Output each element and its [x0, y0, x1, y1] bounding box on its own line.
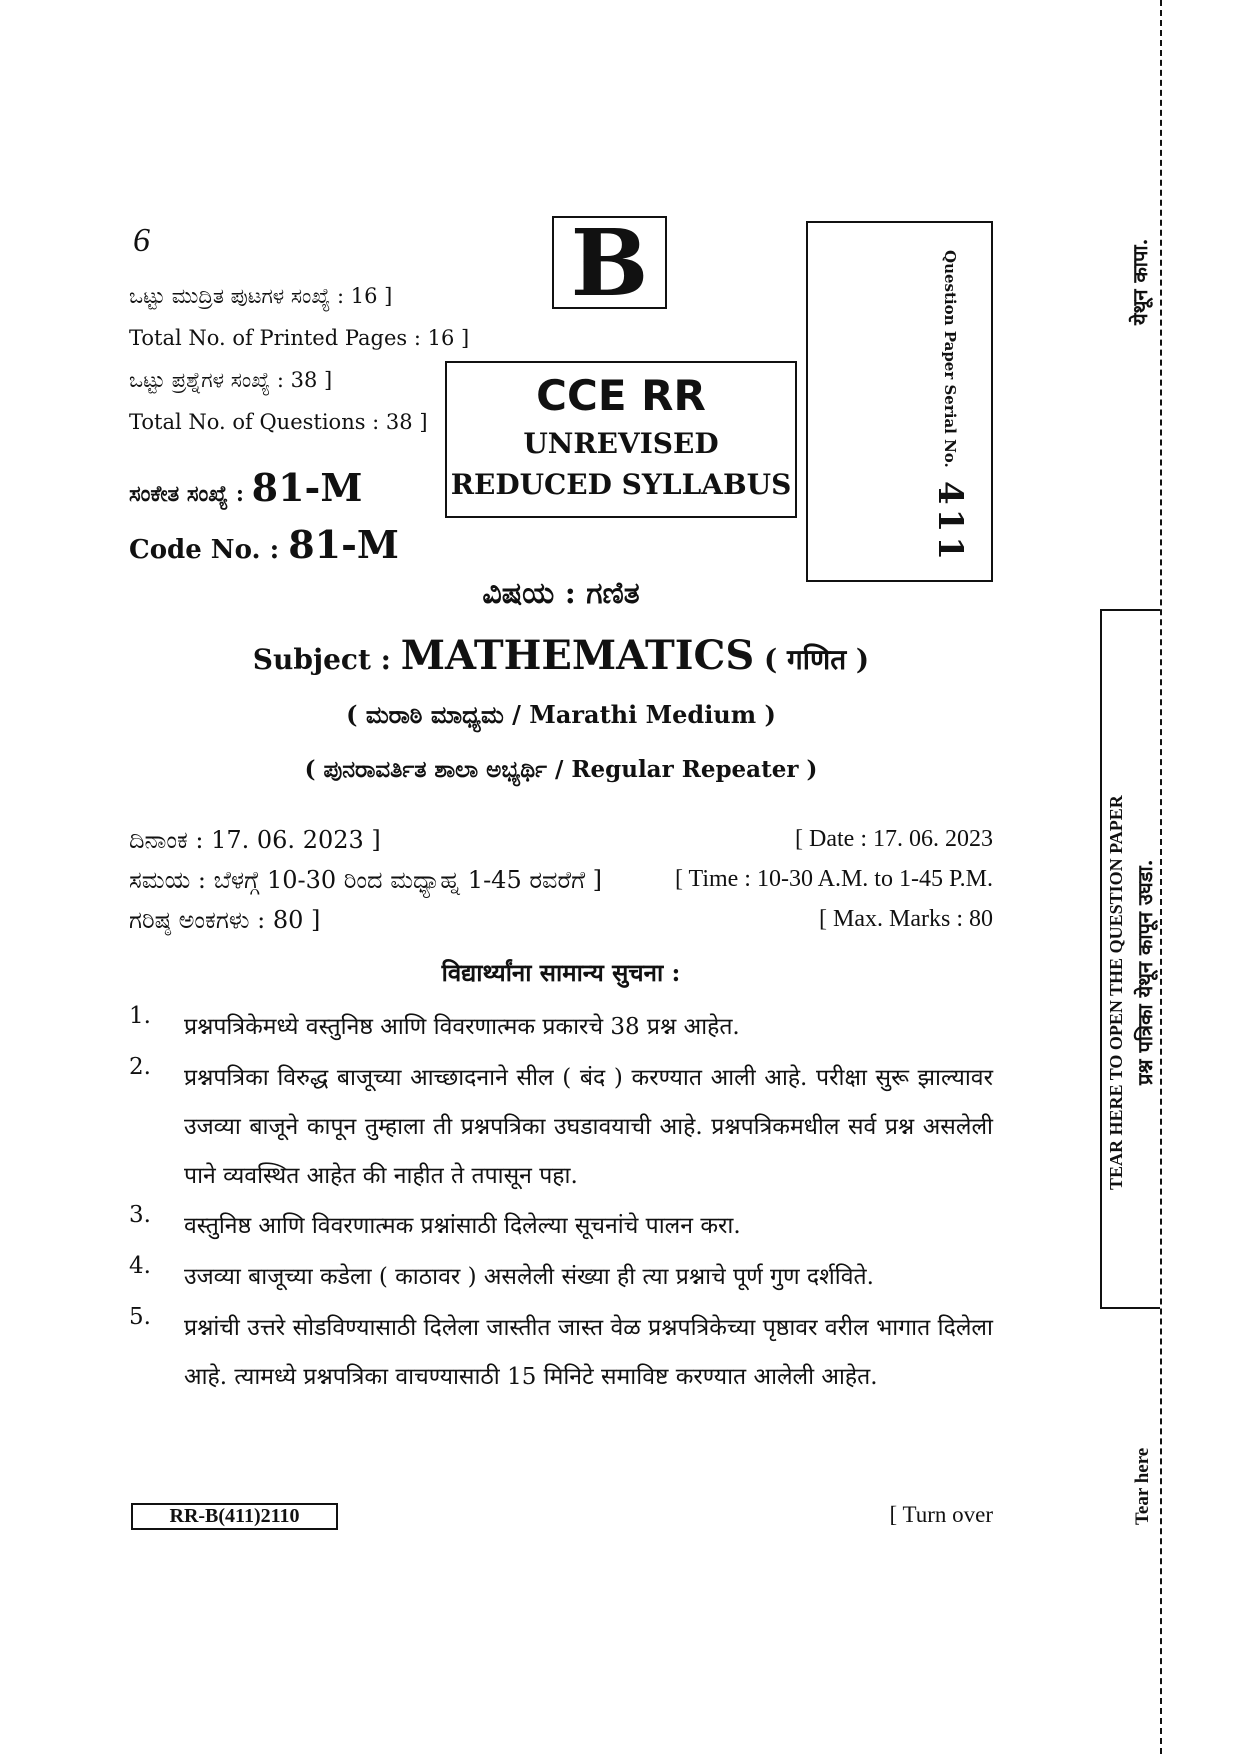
syllabus-box: [445, 361, 797, 518]
instruction-number: 5.: [129, 1304, 151, 1330]
kannada-total-questions: ಒಟ್ಟು ಪ್ರಶ್ನೆಗಳ ಸಂಖ್ಯೆ : 38 ]: [129, 368, 333, 392]
code-number: [129, 522, 399, 567]
tear-open-instruction: TEAR HERE TO OPEN THE QUESTION PAPER: [1106, 795, 1126, 1190]
tear-here-label: Tear here: [1132, 1447, 1153, 1525]
syllabus-unrevised: UNREVISED: [523, 427, 719, 461]
subject-suffix: ( गणित ): [754, 643, 870, 676]
turn-over: [ Turn over: [889, 1502, 993, 1527]
exam-date: [ Date : 17. 06. 2023: [795, 826, 993, 852]
instruction-number: 2.: [129, 1054, 151, 1080]
kannada-date: ದಿನಾಂಕ : 17. 06. 2023 ]: [129, 826, 381, 854]
candidate-type: ( ಪುನರಾವರ್ತಿತ ಶಾಲಾ ಅಭ್ಯರ್ಥಿ / Regular Repeater ): [304, 756, 818, 783]
kannada-max-marks: ಗರಿಷ್ಠ ಅಂಕಗಳು : 80 ]: [129, 906, 321, 934]
kannada-total-pages: ಒಟ್ಟು ಮುದ್ರಿತ ಪುಟಗಳ ಸಂಖ್ಯೆ : 16 ]: [129, 284, 393, 308]
instruction-number: 1.: [129, 1003, 151, 1029]
code-value: 81-M: [288, 522, 399, 567]
instruction-text: प्रश्नपत्रिकेमध्ये वस्तुनिष्ठ आणि विवरणात्मक प्रकारचे 38 प्रश्न आहेत.: [184, 1014, 740, 1040]
exam-time: [ Time : 10-30 A.M. to 1-45 P.M.: [674, 866, 993, 892]
kannada-code-number: [129, 465, 362, 510]
medium: ( ಮರಾಠಿ ಮಾಧ್ಯಮ / Marathi Medium ): [346, 700, 776, 729]
syllabus-reduced: REDUCED SYLLABUS: [450, 467, 792, 501]
kannada-time: ಸಮಯ : ಬೆಳಗ್ಗೆ 10-30 ರಿಂದ ಮಧ್ಯಾಹ್ನ 1-45 ರವರೆಗೆ ]: [129, 866, 603, 894]
total-questions: Total No. of Questions : 38 ]: [129, 410, 428, 434]
max-marks: [ Max. Marks : 80: [819, 906, 993, 932]
subject-title: [129, 632, 993, 679]
code-label: Code No. :: [129, 535, 289, 565]
version-box: B: [552, 216, 667, 309]
syllabus-title: CCE RR: [536, 371, 706, 420]
instruction-number: 4.: [129, 1253, 151, 1279]
serial-label: Question Paper Serial No.: [941, 250, 959, 468]
instruction-text: प्रश्नपत्रिका विरुद्ध बाजूच्या आच्छादनाने सील ( बंद ) करण्यात आली आहे. परीक्षा सुरू झाल्यावर उजव्या बाजूने कापून तुम्हाला ती प्रश्नपत्रिका उघडावयाची आहे. प्रश्नपत्रिकमधील सर्व प्रश्न असलेली पाने व्यवस्थित आहेत की नाहीत ते तपासून पहा.: [184, 1065, 993, 1189]
subject-kannada: ವಿಷಯ : ಗಣಿತ: [482, 576, 640, 611]
paper-code-footer: RR-B(411)2110: [131, 1503, 338, 1530]
page-number: 6: [133, 222, 150, 259]
instruction-text: उजव्या बाजूच्या कडेला ( काठावर ) असलेली संख्या ही त्या प्रश्नाचे पूर्ण गुण दर्शविते.: [184, 1264, 874, 1290]
instruction-text: वस्तुनिष्ठ आणि विवरणात्मक प्रश्नांसाठी दिलेल्या सूचनांचे पालन करा.: [184, 1213, 741, 1239]
subject-label: Subject :: [252, 643, 401, 676]
instruction-number: 3.: [129, 1202, 151, 1228]
tear-open-marathi: प्रश्न पत्रिका येथून कापून उघडा.: [1133, 859, 1157, 1085]
tear-cut-marathi: येथून कापा.: [1128, 238, 1152, 325]
tear-line: [1160, 0, 1162, 1754]
kannada-code-value: 81-M: [251, 465, 363, 510]
serial-number: [930, 250, 970, 564]
instructions-heading: विद्यार्थ्यांना सामान्य सुचना :: [441, 958, 681, 987]
total-printed-pages: Total No. of Printed Pages : 16 ]: [129, 326, 470, 350]
kannada-code-label: ಸಂಕೇತ ಸಂಖ್ಯೆ :: [129, 481, 252, 507]
instruction-text: प्रश्नांची उत्तरे सोडविण्यासाठी दिलेला जास्तीत जास्त वेळ प्रश्नपत्रिकेच्या पृष्ठावर वरील भागात दिलेला आहे. त्यामध्ये प्रश्नपत्रिका वाचण्यासाठी 15 मिनिटे समाविष्ट करण्यात आलेली आहेत.: [184, 1315, 993, 1390]
serial-value: 411: [930, 481, 970, 564]
subject-value: MATHEMATICS: [400, 632, 755, 679]
